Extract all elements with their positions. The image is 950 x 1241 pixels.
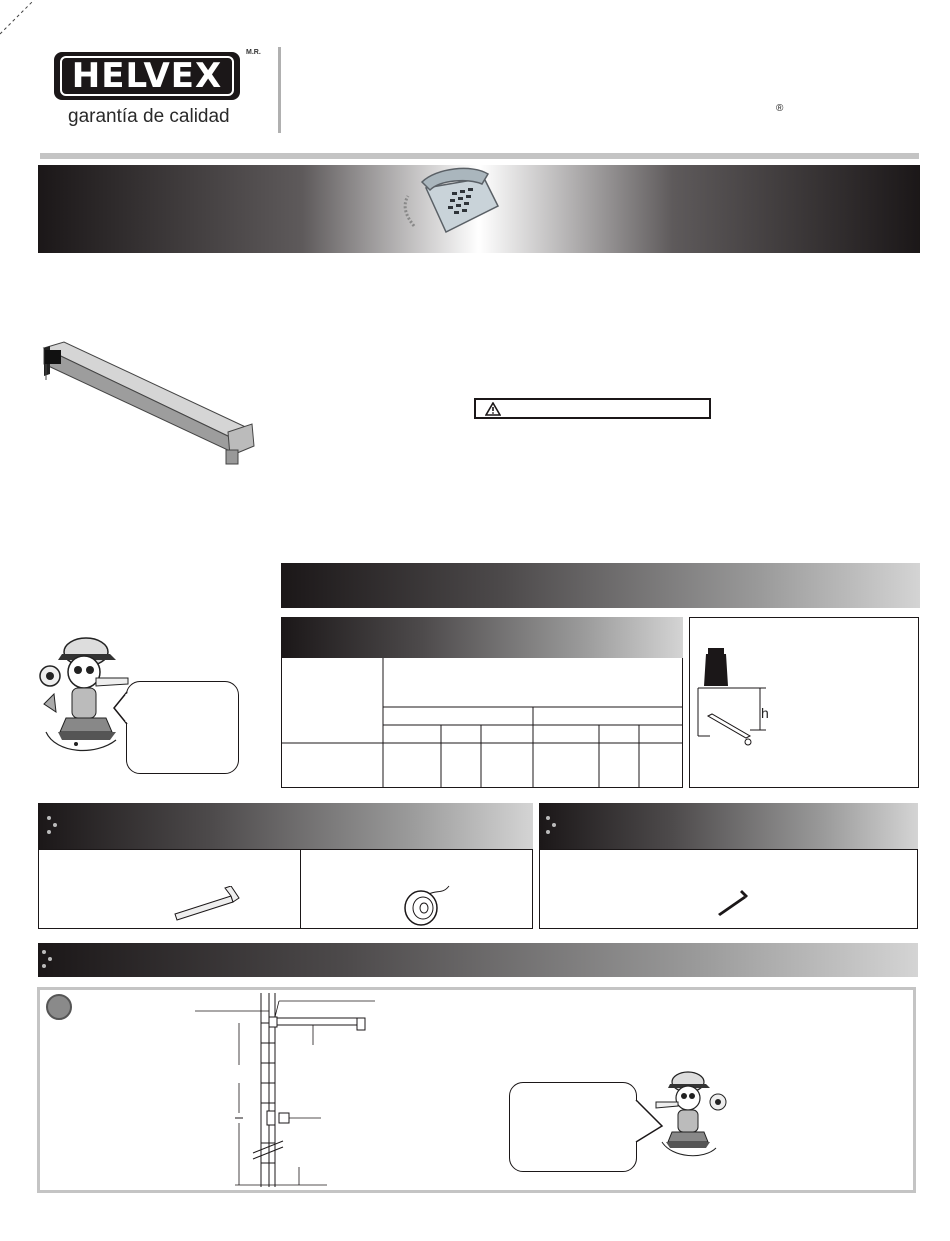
trademark-mark: M.R. (246, 49, 261, 56)
included-tools-box (539, 849, 918, 929)
corner-trim-mark (0, 0, 40, 45)
allen-key-icon (173, 886, 243, 922)
spec-table-grid (281, 617, 683, 788)
mascot-plumber-image-small (654, 1066, 734, 1167)
header-rule (40, 153, 919, 159)
tools-divider (300, 850, 301, 928)
speech-bubble-tail (112, 690, 132, 735)
header-divider (278, 47, 281, 133)
brand-tagline: garantía de calidad (68, 106, 230, 127)
triple-dot-bullet-icon (545, 815, 559, 835)
allen-key-icon (716, 890, 756, 918)
warning-triangle-icon (485, 402, 501, 416)
logo-text: HELVEX (71, 56, 223, 96)
installation-height-box (689, 617, 919, 788)
triple-dot-bullet-icon (46, 815, 60, 835)
mascot-speech-bubble (126, 681, 239, 774)
shower-arm-product-image (40, 338, 256, 477)
installation-section-bar (38, 943, 918, 977)
triple-dot-bullet-icon (41, 949, 55, 969)
installation-tools-bar (38, 803, 533, 849)
helvex-logo (54, 52, 240, 100)
pressure-spec-table (281, 617, 683, 788)
included-tools-bar (539, 803, 918, 849)
warning-box (474, 398, 711, 419)
step-circle-icon (46, 994, 72, 1020)
specifications-section-bar (281, 563, 920, 608)
tip-speech-bubble (509, 1082, 637, 1172)
telephone-icon (396, 166, 502, 243)
installation-tools-box (38, 849, 533, 929)
registered-symbol: ® (776, 103, 784, 114)
installation-step-box (37, 987, 916, 1193)
height-label: h (761, 705, 769, 721)
teflon-tape-icon (401, 882, 453, 928)
wall-installation-diagram (195, 993, 380, 1194)
